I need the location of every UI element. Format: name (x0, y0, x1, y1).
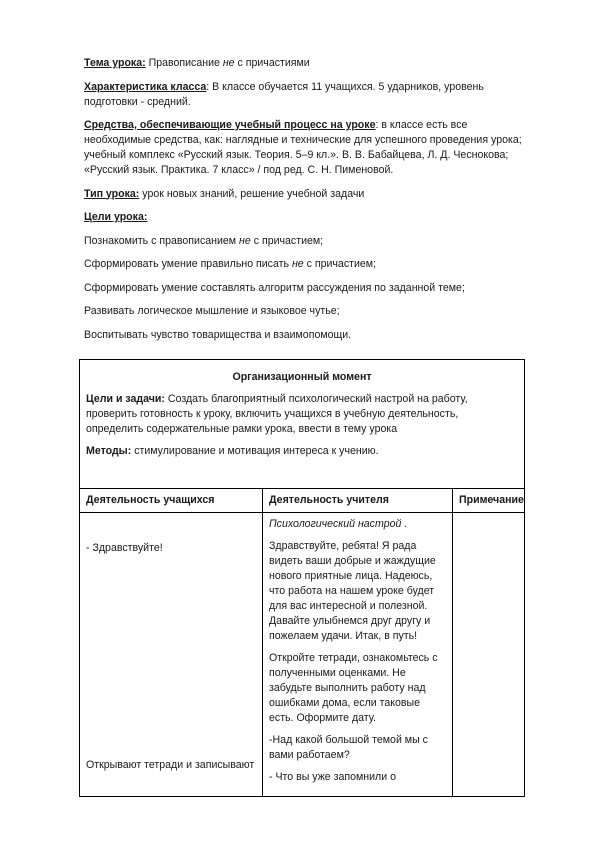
topic-label: Тема урока: (84, 57, 146, 69)
column-header-teacher: Деятельность учителя (263, 489, 453, 513)
lesson-means (84, 118, 524, 178)
class-characteristics (84, 80, 524, 110)
student-line: Открывают тетради и записывают (86, 759, 255, 771)
goals-heading (84, 210, 524, 225)
teacher-activity-cell (263, 513, 453, 797)
stage-description-cell (80, 360, 525, 489)
lesson-stage-table (79, 359, 525, 797)
topic-emph: не (222, 57, 235, 69)
goal-item (84, 234, 524, 249)
student-line: - Здравствуйте! (86, 542, 163, 554)
methods-label: Методы: (86, 445, 132, 457)
goal-text-end: с причастием; (250, 234, 324, 247)
teacher-paragraph: -Над какой большой темой мы с вами работаем? (269, 734, 428, 761)
goal-text: Сформировать умение правильно писать (84, 258, 292, 270)
topic-text: Правописание (145, 57, 223, 69)
topic-text-end: с причастиями (234, 57, 310, 69)
table-header-row (80, 360, 525, 489)
goal-item: Воспитывать чувство товарищества и взаимопомощи. (84, 328, 352, 341)
tasks-text: Создать благоприятный психологический настрой на работу, проверить готовность к уроку, включить учащихся в учебную деятельность, определить содержательные рамки урока, ввести в тему урока (86, 393, 468, 435)
column-header-students: Деятельность учащихся (80, 489, 263, 513)
goal-item: Сформировать умение составлять алгоритм рассуждения по заданной теме; (84, 281, 465, 294)
goal-item (84, 257, 524, 272)
teacher-paragraph: Здравствуйте, ребята! Я рада видеть ваши добрые и жаждущие нового приятные лица. Надеюсь, что работа на нашем уроке будет для вас интересной и полезной. Давайте улыбнемся друг другу и пожелаем удачи. Итак, в путь! (269, 540, 436, 642)
students-activity-cell (80, 513, 263, 797)
goal-emph: не (291, 258, 304, 270)
type-label: Тип урока: (84, 187, 140, 200)
lesson-type (84, 187, 524, 202)
lesson-topic (84, 56, 524, 71)
means-text: : в классе есть все необходимые средства, как: наглядные и технические для успешного проведения урока; учебный комплекс «Русский язык. Теория. 5–9 кл.». В. В. Бабайцева, Л. Д. Чеснокова; «Русский язык. Практика. 7 класс» / под ред. С. Н. Пименовой. (84, 119, 522, 176)
methods-text: стимулирование и мотивация интереса к учению. (131, 445, 379, 457)
notes-cell (453, 513, 525, 797)
table-columns-row (80, 489, 525, 513)
goals-label: Цели урока: (84, 211, 148, 223)
section-title: Организационный момент (232, 371, 372, 383)
teacher-paragraph: Откройте тетради, ознакомьтесь с полученными оценками. Не забудьте выполнить работу над ошибками дома, если таковые есть. Оформите дату. (269, 652, 438, 724)
lesson-intro (84, 56, 524, 351)
goal-item: Развивать логическое мышление и языковое чутье; (84, 305, 340, 317)
type-text: урок новых знаний, решение учебной задачи (139, 187, 365, 200)
column-header-notes: Примечание (453, 489, 525, 513)
class-info-text: : В классе обучается 11 учащихся. 5 ударников, уровень подготовки - средний. (84, 80, 484, 108)
table-row (80, 513, 525, 797)
teacher-heading: Психологический настрой . (269, 518, 408, 530)
goal-text-end: с причастием; (303, 258, 377, 270)
teacher-paragraph: - Что вы уже запомнили о (269, 771, 396, 783)
stage-tasks (86, 392, 518, 437)
class-info-label: Характеристика класса (84, 80, 207, 93)
stage-methods (86, 444, 518, 459)
goal-emph: не (239, 234, 251, 247)
goal-text: Познакомить с правописанием (84, 234, 240, 247)
tasks-label: Цели и задачи: (86, 393, 165, 405)
means-label: Средства, обеспечивающие учебный процесс на уроке (84, 119, 376, 131)
